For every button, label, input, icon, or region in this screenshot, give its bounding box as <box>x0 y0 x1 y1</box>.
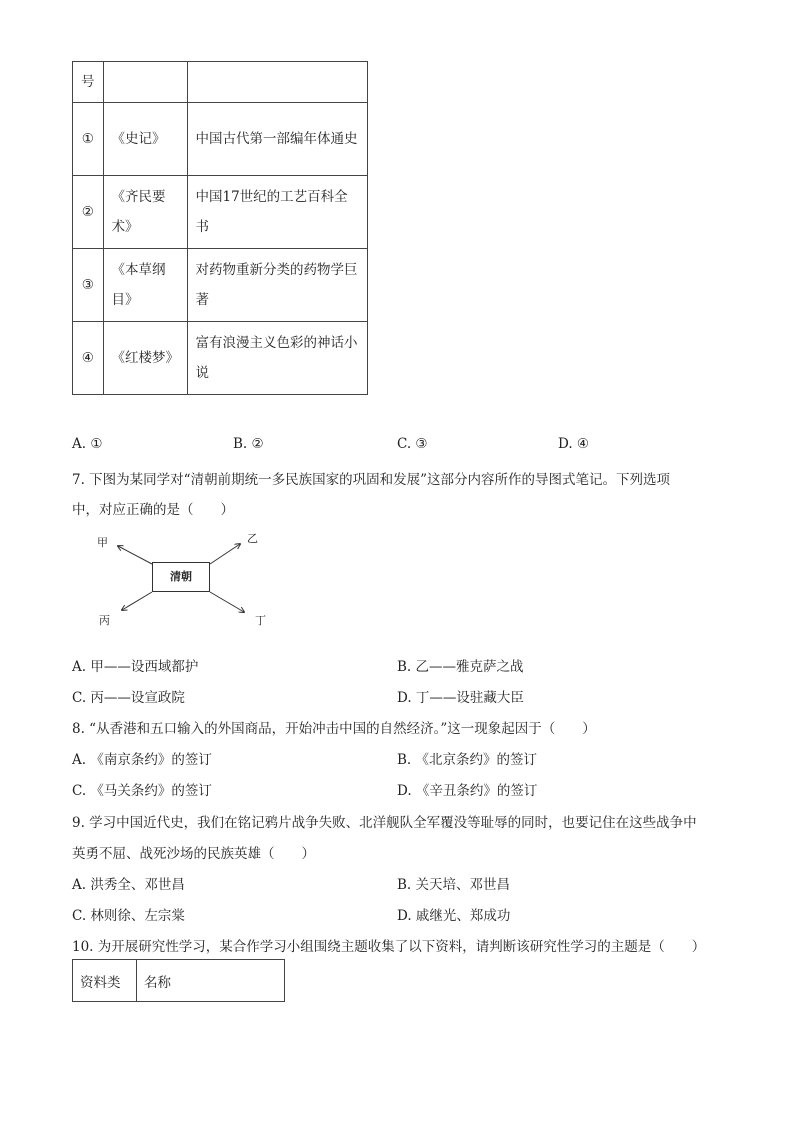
q8-option-a: A. 《南京条约》的签订 <box>72 752 212 768</box>
works-table <box>72 61 368 395</box>
materials-header-type: 资料类 <box>73 960 137 1002</box>
table-row <box>73 103 368 176</box>
q9-option-c: C. 林则徐、左宗棠 <box>72 908 185 924</box>
q6-option-d: D. ④ <box>558 436 590 452</box>
q9-text-line2: 英勇不屈、战死沙场的民族英雄（ ） <box>72 846 315 862</box>
table-header-num: 号 <box>73 62 104 103</box>
table-header-book <box>103 62 187 103</box>
q7-option-a: A. 甲——设西域都护 <box>72 659 199 675</box>
q6-option-a: A. ① <box>72 436 103 452</box>
q9-option-d: D. 戚继光、郑成功 <box>397 908 511 924</box>
q8-option-d: D. 《辛丑条约》的签订 <box>397 783 538 799</box>
arrow-br <box>210 592 244 612</box>
q8-option-c: C. 《马关条约》的签订 <box>72 783 212 799</box>
materials-header-name: 名称 <box>137 960 285 1002</box>
mind-map-label-ding: 丁 <box>255 614 266 627</box>
q8-text: 8. “从香港和五口输入的外国商品，开始冲击中国的自然经济。”这一现象起因于（ ） <box>72 721 596 737</box>
mind-map-label-bing: 丙 <box>99 614 110 627</box>
table-row <box>73 249 368 322</box>
arrow-tr <box>210 544 240 564</box>
q7-option-d: D. 丁——设驻藏大臣 <box>397 690 524 706</box>
mind-map-label-jia: 甲 <box>97 536 108 549</box>
arrow-tl <box>118 546 152 564</box>
q7-text-line2: 中，对应正确的是（ ） <box>72 502 234 518</box>
row-desc: 中国古代第一部编年体通史 <box>187 103 367 176</box>
table-row <box>73 176 368 249</box>
row-desc: 富有浪漫主义色彩的神话小说 <box>187 322 367 395</box>
table-header-row <box>73 62 368 103</box>
q6-option-b: B. ② <box>233 436 264 452</box>
q10-text: 10. 为开展研究性学习，某合作学习小组围绕主题收集了以下资料，请判断该研究性学习的主题是（ ） <box>72 939 706 955</box>
table-header-desc <box>187 62 367 103</box>
q9-option-a: A. 洪秀全、邓世昌 <box>72 877 185 893</box>
q7-option-b: B. 乙——雅克萨之战 <box>397 659 524 675</box>
row-num: ③ <box>73 249 104 322</box>
q9-option-b: B. 关天培、邓世昌 <box>397 877 511 893</box>
row-book: 《齐民要术》 <box>103 176 187 249</box>
row-num: ④ <box>73 322 104 395</box>
q9-text-line1: 9. 学习中国近代史，我们在铭记鸦片战争失败、北洋舰队全军覆没等耻辱的同时，也要记住在这些战争中 <box>72 815 697 831</box>
table-row <box>73 322 368 395</box>
arrow-bl <box>122 592 152 610</box>
table-header-row <box>73 960 285 1002</box>
q7-text-line1: 7. 下图为某同学对“清朝前期统一多民族国家的巩固和发展”这部分内容所作的导图式笔记。下列选项 <box>72 472 670 488</box>
row-desc: 中国17世纪的工艺百科全书 <box>187 176 367 249</box>
materials-table <box>72 959 285 1002</box>
row-num: ① <box>73 103 104 176</box>
q8-option-b: B. 《北京条约》的签订 <box>397 752 538 768</box>
row-desc: 对药物重新分类的药物学巨著 <box>187 249 367 322</box>
row-num: ② <box>73 176 104 249</box>
q6-option-c: C. ③ <box>397 436 428 452</box>
row-book: 《本草纲目》 <box>103 249 187 322</box>
mind-map-center: 清朝 <box>152 562 210 592</box>
q7-option-c: C. 丙——设宣政院 <box>72 690 185 706</box>
row-book: 《红楼梦》 <box>103 322 187 395</box>
row-book: 《史记》 <box>103 103 187 176</box>
mind-map-diagram <box>90 530 280 630</box>
mind-map-label-yi: 乙 <box>247 532 258 545</box>
